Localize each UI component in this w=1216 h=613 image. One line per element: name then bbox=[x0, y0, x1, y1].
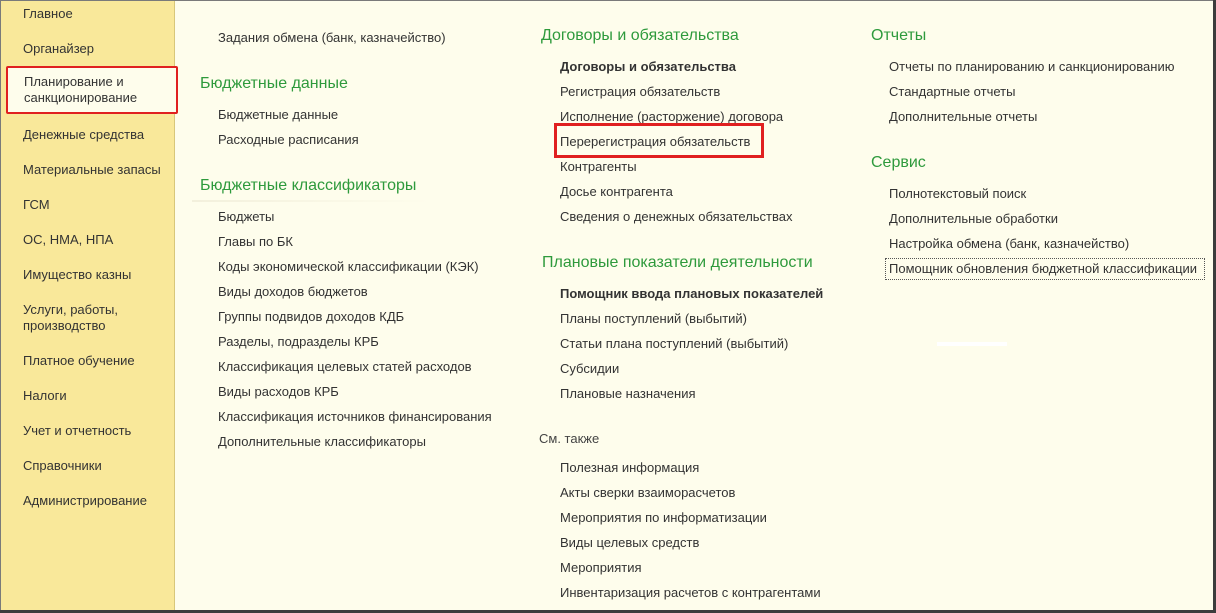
sidebar-item-main[interactable]: Главное bbox=[23, 6, 73, 21]
link-kek-codes[interactable]: Коды экономической классификации (КЭК) bbox=[218, 259, 479, 274]
link-counterparties[interactable]: Контрагенты bbox=[560, 159, 637, 174]
focus-indicator bbox=[885, 258, 1205, 280]
sidebar-item-fuel[interactable]: ГСМ bbox=[23, 197, 50, 212]
link-obligation-registration[interactable]: Регистрация обязательств bbox=[560, 84, 721, 99]
sidebar-item-paid-education[interactable]: Платное обучение bbox=[23, 353, 135, 368]
header-service: Сервис bbox=[871, 154, 926, 171]
link-target-items[interactable]: Классификация целевых статей расходов bbox=[218, 359, 472, 374]
sidebar-item-planning[interactable]: Планирование и санкционирование bbox=[6, 66, 178, 114]
link-krb-sections[interactable]: Разделы, подразделы КРБ bbox=[218, 334, 379, 349]
link-monetary-obligations[interactable]: Сведения о денежных обязательствах bbox=[560, 209, 793, 224]
link-counterparty-dossier[interactable]: Досье контрагента bbox=[560, 184, 673, 199]
sidebar-item-treasury-property[interactable]: Имущество казны bbox=[23, 267, 132, 282]
link-income-types[interactable]: Виды доходов бюджетов bbox=[218, 284, 368, 299]
sidebar-item-taxes[interactable]: Налоги bbox=[23, 388, 67, 403]
link-additional-reports[interactable]: Дополнительные отчеты bbox=[889, 109, 1038, 124]
link-expense-schedules[interactable]: Расходные расписания bbox=[218, 132, 359, 147]
header-reports: Отчеты bbox=[871, 27, 927, 44]
link-useful-info[interactable]: Полезная информация bbox=[560, 460, 700, 475]
link-exchange-settings[interactable]: Настройка обмена (банк, казначейство) bbox=[889, 236, 1130, 251]
sidebar-item-fixed-assets[interactable]: ОС, НМА, НПА bbox=[23, 232, 114, 247]
link-plan-assignments[interactable]: Плановые назначения bbox=[560, 386, 696, 401]
link-financing-sources[interactable]: Классификация источников финансирования bbox=[218, 409, 492, 424]
link-additional-classifiers[interactable]: Дополнительные классификаторы bbox=[218, 434, 426, 449]
highlight-reregistration bbox=[554, 123, 764, 158]
faint-mark bbox=[937, 342, 1007, 346]
link-counterparty-inventory[interactable]: Инвентаризация расчетов с контрагентами bbox=[560, 585, 821, 600]
link-plan-input-assistant[interactable]: Помощник ввода плановых показателей bbox=[560, 286, 824, 301]
sidebar-item-materials[interactable]: Материальные запасы bbox=[23, 162, 161, 177]
header-budget-classifiers: Бюджетные классификаторы bbox=[200, 177, 417, 194]
header-contracts: Договоры и обязательства bbox=[541, 27, 739, 44]
link-krb-expense-types[interactable]: Виды расходов КРБ bbox=[218, 384, 339, 399]
sections-sidebar bbox=[1, 1, 175, 612]
link-classification-update-assistant[interactable]: Помощник обновления бюджетной классификации bbox=[889, 261, 1198, 276]
link-obligation-reregistration[interactable]: Перерегистрация обязательств bbox=[560, 134, 751, 149]
link-standard-reports[interactable]: Стандартные отчеты bbox=[889, 84, 1016, 99]
link-exchange-tasks[interactable]: Задания обмена (банк, казначейство) bbox=[218, 30, 446, 45]
sidebar-item-services[interactable]: Услуги, работы, производство bbox=[23, 302, 118, 333]
link-receipts-plans[interactable]: Планы поступлений (выбытий) bbox=[560, 311, 748, 326]
link-fulltext-search[interactable]: Полнотекстовый поиск bbox=[889, 186, 1027, 201]
sidebar-item-accounting[interactable]: Учет и отчетность bbox=[23, 423, 132, 438]
link-subsidies[interactable]: Субсидии bbox=[560, 361, 620, 376]
header-plan-indicators: Плановые показатели деятельности bbox=[542, 254, 813, 271]
link-events[interactable]: Мероприятия bbox=[560, 560, 642, 575]
link-informatization-events[interactable]: Мероприятия по информатизации bbox=[560, 510, 767, 525]
link-additional-processing[interactable]: Дополнительные обработки bbox=[889, 211, 1058, 226]
sidebar-item-cash[interactable]: Денежные средства bbox=[23, 127, 145, 142]
link-chapters-bk[interactable]: Главы по БК bbox=[218, 234, 293, 249]
link-contracts[interactable]: Договоры и обязательства bbox=[560, 59, 736, 74]
see-also-title: См. также bbox=[539, 431, 600, 446]
sidebar-item-references[interactable]: Справочники bbox=[23, 458, 102, 473]
section-content bbox=[175, 1, 1215, 612]
link-kdb-groups[interactable]: Группы подвидов доходов КДБ bbox=[218, 309, 405, 324]
header-underline bbox=[192, 200, 432, 202]
link-contract-execution[interactable]: Исполнение (расторжение) договора bbox=[560, 109, 784, 124]
link-budget-data[interactable]: Бюджетные данные bbox=[218, 107, 339, 122]
link-target-funds-types[interactable]: Виды целевых средств bbox=[560, 535, 700, 550]
link-planning-reports[interactable]: Отчеты по планированию и санкционированию bbox=[889, 59, 1175, 74]
sidebar-item-administration[interactable]: Администрирование bbox=[23, 493, 147, 508]
link-receipts-plan-items[interactable]: Статьи плана поступлений (выбытий) bbox=[560, 336, 789, 351]
header-budget-data: Бюджетные данные bbox=[200, 75, 348, 92]
link-budgets[interactable]: Бюджеты bbox=[218, 209, 275, 224]
link-reconciliation-acts[interactable]: Акты сверки взаиморасчетов bbox=[560, 485, 736, 500]
sidebar-item-organizer[interactable]: Органайзер bbox=[23, 41, 94, 56]
